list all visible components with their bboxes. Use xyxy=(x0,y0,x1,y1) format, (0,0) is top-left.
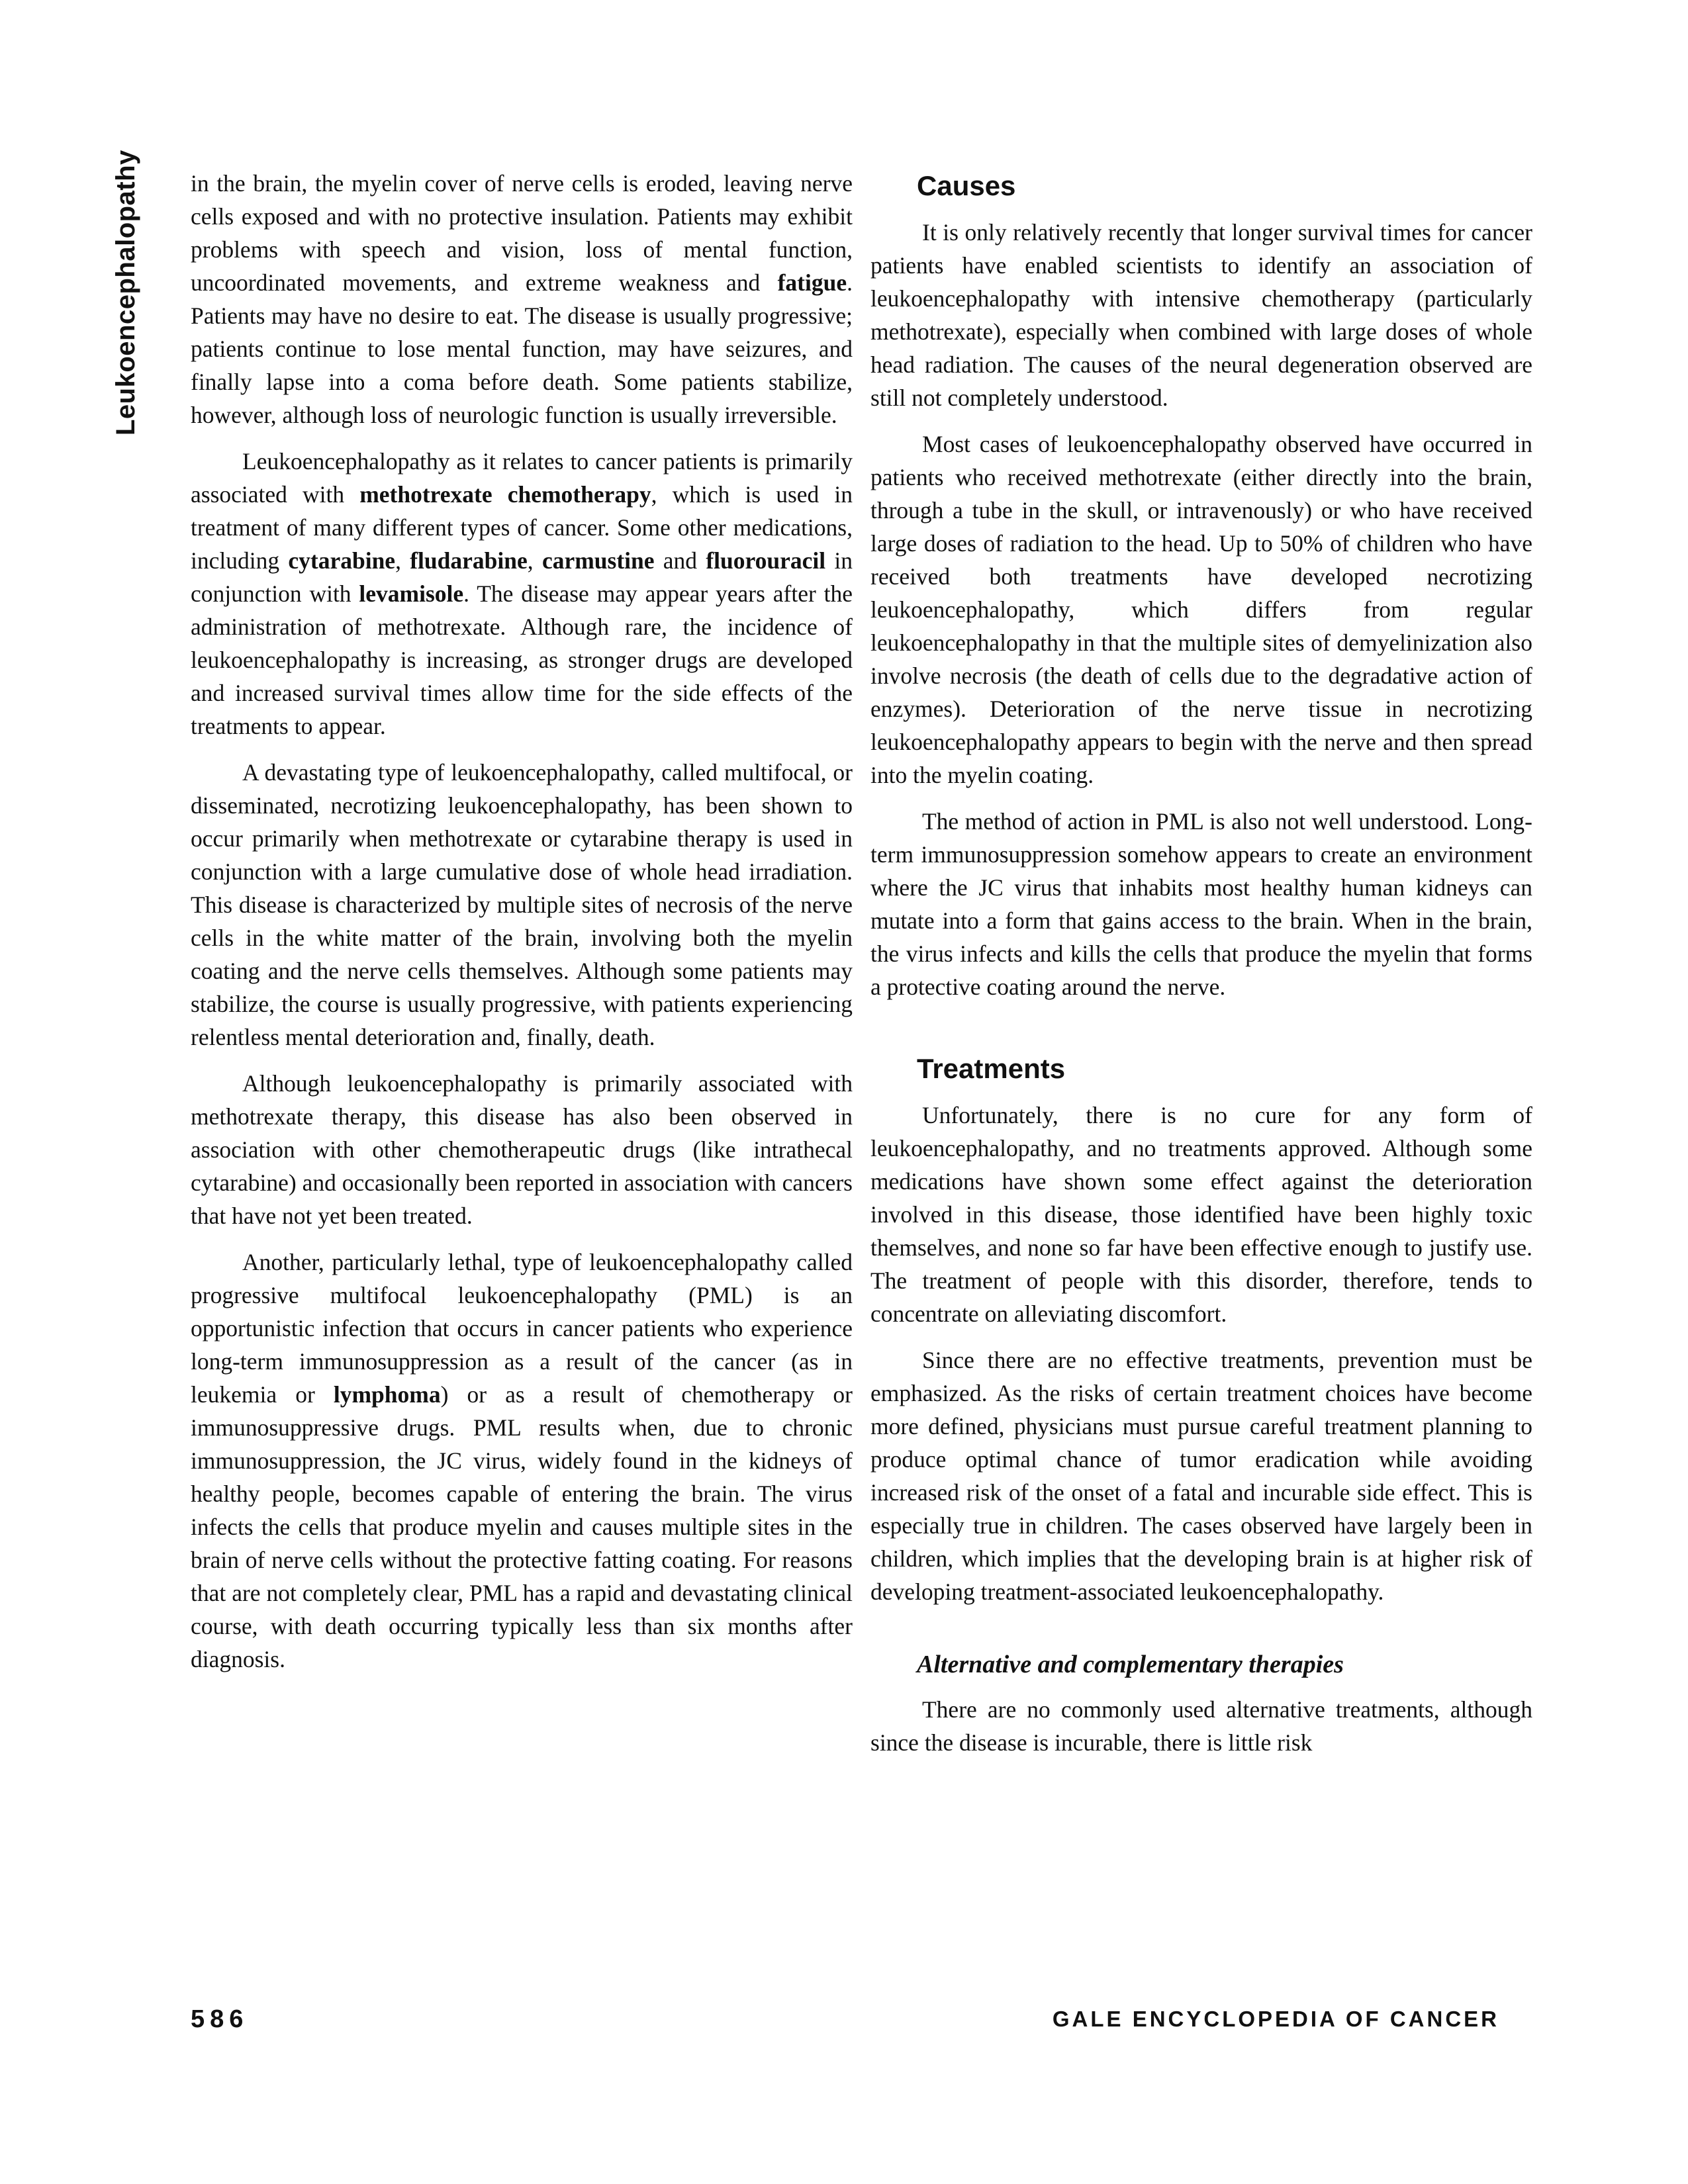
bold-term: fatigue xyxy=(777,269,847,296)
treatments-paragraph-2: Since there are no effective treatments, prevention must be emphasized. As the risks of certain treatment choices have become more defined, physicians must pursue careful treatment planning to produce optimal chance of tumor eradication while avoiding increased risk of the onset of a fatal and incurable side effect. This is especially true in children. The cases observed have largely been in children, which implies that the developing brain is at higher risk of developing treatment-associated leukoencephalopathy. xyxy=(870,1347,1532,1605)
bold-term: cytarabine xyxy=(288,547,396,574)
bold-term: methotrexate chemotherapy xyxy=(359,481,651,508)
right-column xyxy=(870,167,1532,1772)
bold-term: carmustine xyxy=(541,547,655,574)
alternative-paragraph-1: There are no commonly used alternative treatments, although since the disease is incurable, there is little risk xyxy=(870,1696,1532,1756)
page-number: 586 xyxy=(191,2005,249,2033)
treatments-heading: Treatments xyxy=(917,1053,1066,1084)
bold-term: fludarabine xyxy=(410,547,528,574)
alternative-therapies-heading: Alternative and complementary therapies xyxy=(917,1651,1344,1678)
causes-paragraph-1: It is only relatively recently that longer survival times for cancer patients have enabled scientists to identify an association of leukoencephalopathy with intensive chemotherapy (particularly methotrexate), especially when combined with large doses of whole head radiation. The causes of the neural degeneration observed are still not completely understood. xyxy=(870,219,1532,411)
causes-heading: Causes xyxy=(917,170,1016,201)
left-column xyxy=(191,167,853,1689)
left-paragraph-3: A devastating type of leukoencephalopathy, called multifocal, or disseminated, necrotizing leukoencephalopathy, has been shown to occur primarily when methotrexate or cytarabine therapy is used in conjunction with a large cumulative dose of whole head irradiation. This disease is characterized by multiple sites of necrosis of the nerve cells in the white matter of the brain, involving both the myelin coating and the nerve cells themselves. Although some patients may stabilize, the course is usually progressive, with patients experiencing relentless mental deterioration and, finally, death. xyxy=(191,759,853,1050)
treatments-paragraph-1: Unfortunately, there is no cure for any form of leukoencephalopathy, and no treatments approved. Although some medications have shown some effect against the deterioration involved in this disease, those identified have been highly toxic themselves, and none so far have been effective enough to justify use. The treatment of people with this disorder, therefore, tends to concentrate on alleviating discomfort. xyxy=(870,1102,1532,1327)
left-paragraph-2: Leukoencephalopathy as it relates to cancer patients is primarily associated with methotrexate chemotherapy, which is used in treatment of many different types of cancer. Some other medications, including cytarabine, fludarabine, carmustine and fluorouracil in conjunction with levamisole. The disease may appear years after the administration of methotrexate. Although rare, the incidence of leukoencephalopathy is increasing, as stronger drugs are developed and increased survival times allow time for the side effects of the treatments to appear. xyxy=(191,448,853,739)
running-head-vertical xyxy=(111,150,158,435)
bold-term: levamisole xyxy=(359,580,464,607)
bold-term: lymphoma xyxy=(333,1381,441,1408)
left-paragraph-4: Although leukoencephalopathy is primarily associated with methotrexate therapy, this disease has also been observed in association with other chemotherapeutic drugs (like intrathecal cytarabine) and occasionally been reported in association with cancers that have not yet been treated. xyxy=(191,1070,853,1229)
publication-title: GALE ENCYCLOPEDIA OF CANCER xyxy=(1052,2007,1499,2031)
causes-paragraph-2: Most cases of leukoencephalopathy observed have occurred in patients who received methotrexate (either directly into the brain, through a tube in the skull, or intravenously) or who have received large doses of radiation to the head. Up to 50% of children who have received both treatments have developed necrotizing leukoencephalopathy, which differs from regular leukoencephalopathy in that the multiple sites of demyelinization also involve necrosis (the death of cells due to the degradative action of enzymes). Deterioration of the nerve tissue in necrotizing leukoencephalopathy appears to begin with the nerve and then spread into the myelin coating. xyxy=(870,431,1532,788)
side-title-text: Leukoencephalopathy xyxy=(111,150,140,435)
causes-paragraph-3: The method of action in PML is also not well understood. Long-term immunosuppression somehow appears to create an environment where the JC virus that inhabits most healthy human kidneys can mutate into a form that gains access to the brain. When in the brain, the virus infects and kills the cells that produce the myelin that forms a protective coating around the nerve. xyxy=(870,808,1532,1000)
left-paragraph-1: in the brain, the myelin cover of nerve cells is eroded, leaving nerve cells exposed and with no protective insulation. Patients may exhibit problems with speech and vision, loss of mental function, uncoordinated movements, and extreme weakness and fatigue. Patients may have no desire to eat. The disease is usually progressive; patients continue to lose mental function, may have seizures, and finally lapse into a coma before death. Some patients stabilize, however, although loss of neurologic function is usually irreversible. xyxy=(191,170,853,428)
bold-term: fluorouracil xyxy=(706,547,826,574)
left-paragraph-5: Another, particularly lethal, type of leukoencephalopathy called progressive multifocal leukoencephalopathy (PML) is an opportunistic infection that occurs in cancer patients who experience long-term immunosuppression as a result of the cancer (as in leukemia or lymphoma) or as a result of chemotherapy or immunosuppressive drugs. PML results when, due to chronic immunosuppression, the JC virus, widely found in the kidneys of healthy people, becomes capable of entering the brain. The virus infects the cells that produce myelin and causes multiple sites in the brain of nerve cells without the protective fatting coating. For reasons that are not completely clear, PML has a rapid and devastating clinical course, with death occurring typically less than six months after diagnosis. xyxy=(191,1249,853,1672)
